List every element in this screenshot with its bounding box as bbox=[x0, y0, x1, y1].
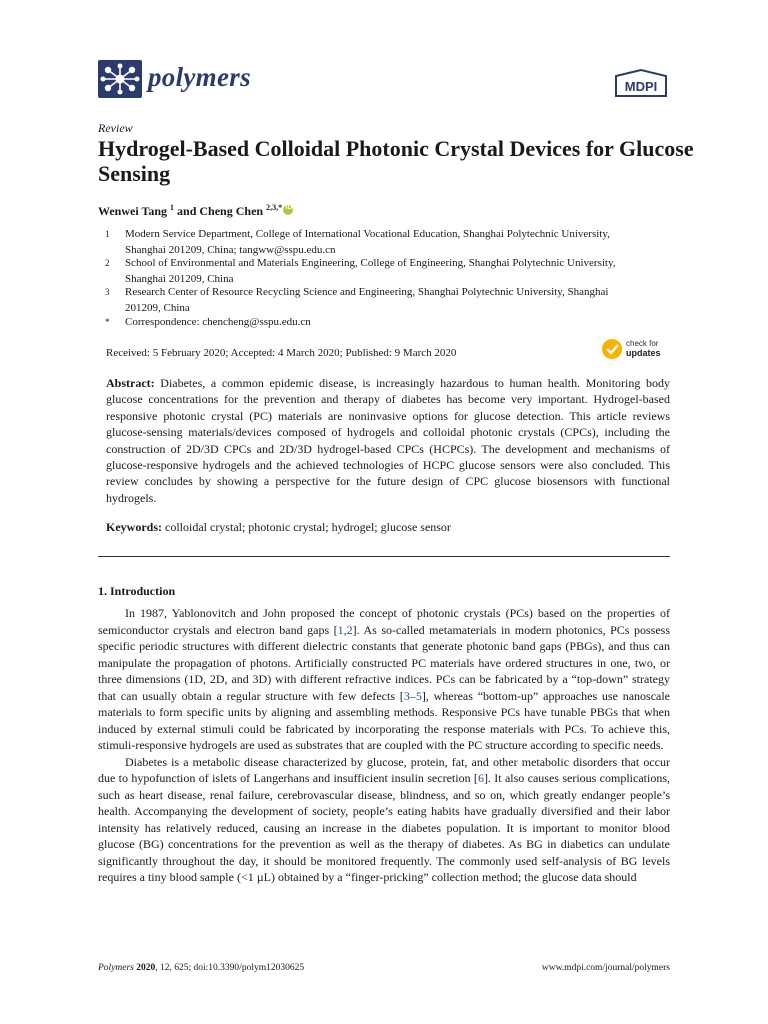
paragraph-text: In 1987, Yablonovitch and John proposed the concept of photonic crystals (PCs) based on the properties of semiconductor crystals and electron band gaps [ bbox=[98, 606, 670, 637]
footer-url[interactable]: www.mdpi.com/journal/polymers bbox=[541, 963, 670, 973]
author-affiliation-marker: 1 bbox=[170, 203, 175, 212]
affiliation-marker: * bbox=[105, 317, 110, 327]
citation-link[interactable]: 3–5 bbox=[403, 688, 422, 703]
author-name: Cheng Chen bbox=[199, 204, 264, 218]
paragraph-text: ], whereas “bottom-up” approaches use nanoscale materials to form specific units by aligning and assembling methods. Responsive PCs have tunable PBGs that when induced by external stimuli could be fabricated by incorporating the response materials with PCs. To achieve this, stimuli-responsive hydrogels are used as substrates that are coupled with the PC structure according to specific needs. bbox=[98, 688, 671, 752]
keywords-label: Keywords: bbox=[106, 520, 162, 534]
footer-journal: Polymers bbox=[98, 963, 134, 973]
section-heading: 1. Introduction bbox=[98, 584, 176, 598]
keywords bbox=[106, 520, 670, 535]
affiliation-marker: 3 bbox=[105, 287, 110, 297]
footer-doi: , 12, 625; doi:10.3390/polym12030625 bbox=[155, 963, 305, 973]
check-updates-line1: check for bbox=[626, 339, 659, 348]
paragraph-text: ]. As so-called metamaterials in modern photonics, PCs possess specific periodic structures with different dielectric constants that generate photonic band gaps (PBGs), and thus can manipulate the propagation of photons. Artificially constructed PC materials have ordered structures in one, two, or three dimensions (1D, 2D, and 3D) with different refractive indices. PCs can be fabricated by a “top-down” strategy that can usually obtain a regular structure with few defects [ bbox=[98, 622, 670, 703]
affiliation-marker: 1 bbox=[105, 229, 110, 239]
paragraph-text: ]. It also causes serious complications, such as heart disease, renal failure, cerebrovascular disease, blindness, and so on, which greatly endanger people’s health. Accompanying the development of society, people’s eating habits have gradually diversified and their labor intensity has relatively reduced, causing an increase in the diabetes population. It is important to monitor blood glucose (BG) concentrations for the prevention as well as the therapy of diabetes. As BG in diabetics can undulate significantly throughout the day, it should be monitored frequently. The commonly used self-analysis of BG levels requires a tiny blood sample (<1 µL) obtained by a “finger-pricking” collection method; the glucose data should bbox=[98, 771, 670, 884]
article-title: Hydrogel-Based Colloidal Photonic Crystal Devices for Glucose Sensing bbox=[98, 136, 694, 186]
affiliation-text: School of Environmental and Materials Engineering, College of Engineering, Shanghai Polytechnic University, Shanghai 201209, China bbox=[125, 257, 616, 285]
abstract bbox=[106, 375, 670, 506]
check-updates-icon bbox=[602, 339, 622, 359]
footer-citation bbox=[98, 963, 304, 973]
author-conjunction: and bbox=[174, 204, 200, 218]
affiliation-text: Research Center of Resource Recycling Science and Engineering, Shanghai Polytechnic University, Shanghai 201209, China bbox=[125, 286, 609, 314]
footer-year: 2020 bbox=[136, 963, 156, 973]
section-divider bbox=[98, 556, 670, 557]
article-type: Review bbox=[98, 121, 133, 135]
keywords-text: colloidal crystal; photonic crystal; hydrogel; glucose sensor bbox=[165, 520, 451, 534]
polymers-logo-icon bbox=[98, 60, 142, 98]
affiliation-marker: 2 bbox=[105, 258, 110, 268]
author-name: Wenwei Tang bbox=[98, 204, 168, 218]
paragraph bbox=[98, 754, 670, 886]
correspondence-text: Correspondence: chencheng@sspu.edu.cn bbox=[125, 316, 311, 328]
abstract-label: Abstract: bbox=[106, 376, 155, 390]
paragraph-text: Diabetes is a metabolic disease characterized by glucose, protein, fat, and other metabolic disorders that occur due to hypofunction of islets of Langerhans and insufficient insulin secretion [ bbox=[98, 754, 670, 785]
publication-dates: Received: 5 February 2020; Accepted: 4 March 2020; Published: 9 March 2020 bbox=[106, 347, 457, 359]
journal-logo bbox=[98, 60, 268, 100]
orcid-icon[interactable]: iD bbox=[283, 205, 293, 215]
author-list bbox=[98, 203, 293, 219]
check-updates-line2: updates bbox=[626, 348, 661, 358]
author-affiliation-marker: 2,3,* bbox=[266, 203, 283, 212]
paragraph bbox=[98, 605, 670, 754]
citation-link[interactable]: 6 bbox=[477, 771, 484, 785]
publisher-name: MDPI bbox=[624, 79, 658, 94]
publisher-logo bbox=[612, 68, 670, 98]
citation-link[interactable]: 1,2 bbox=[337, 622, 353, 637]
affiliation-text: Modern Service Department, College of International Vocational Education, Shanghai Polytechnic University, Shanghai 201209, China; tangww@sspu.edu.cn bbox=[125, 228, 610, 256]
check-for-updates-badge[interactable] bbox=[601, 336, 673, 362]
body-text bbox=[98, 605, 670, 886]
journal-name: polymers bbox=[148, 62, 251, 92]
abstract-text: Diabetes, a common epidemic disease, is increasingly hazardous to human health. Monitoring body glucose concentrations for the prevention and therapy of diabetes has become very important. Hydrogel-based responsive photonic crystal (PC) materials are noninvasive options for glucose detection. This article reviews glucose-sensing materials/devices composed of hydrogels and colloidal photonic crystals (CPCs), including the construction of 2D/3D CPCs and 2D/3D hydrogel-based CPCs (HCPCs). The development and mechanisms of glucose-responsive hydrogels and the achieved technologies of HCPC glucose sensors were also concluded. This review concludes by showing a perspective for the future design of CPC glucose biosensors with functional hydrogels. bbox=[106, 376, 670, 505]
